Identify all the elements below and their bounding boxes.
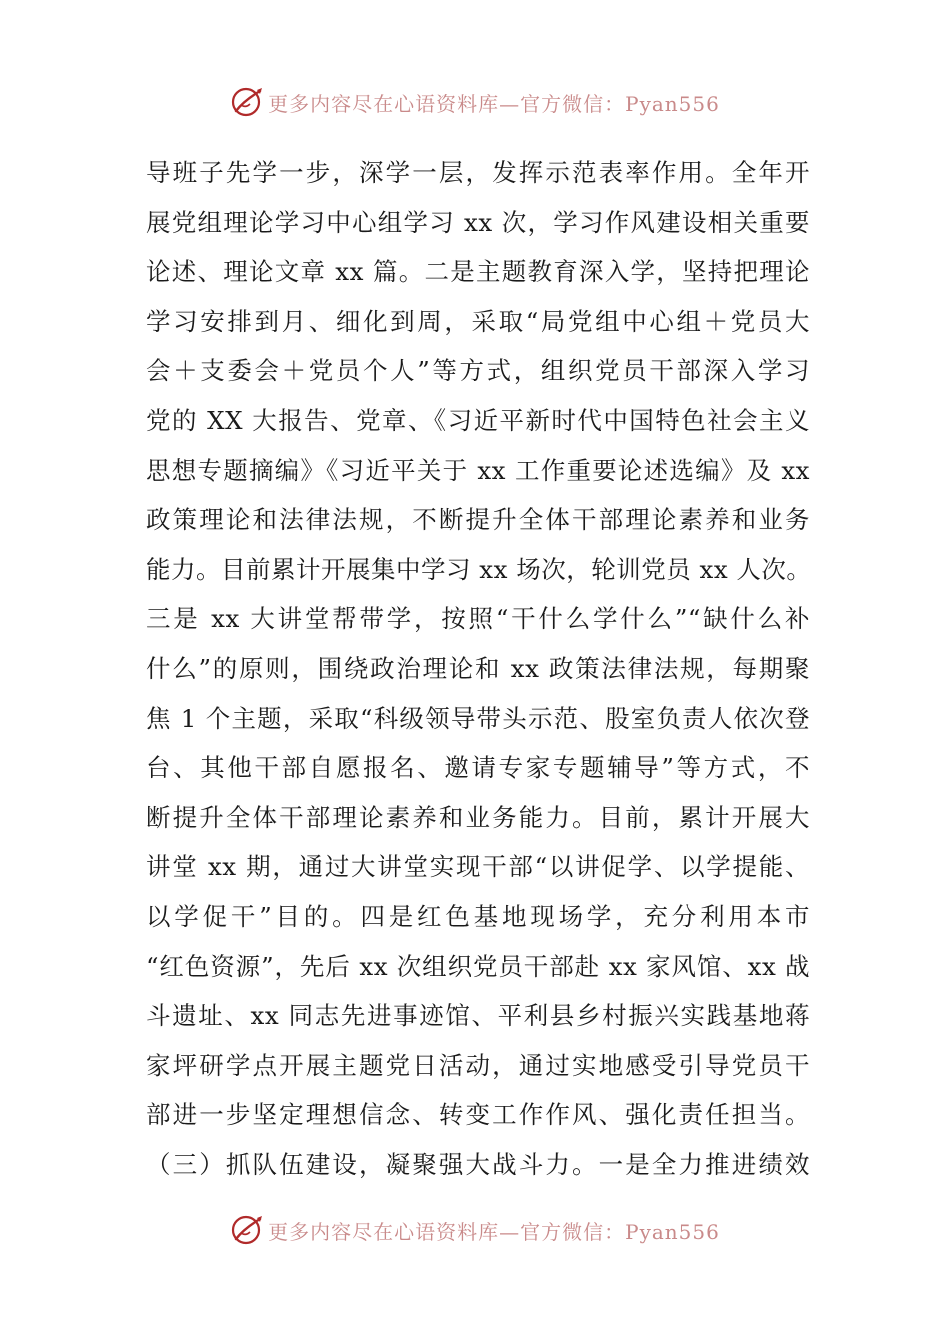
body-line: 斗遗址、xx 同志先进事迹馆、平利县乡村振兴实践基地蒋 xyxy=(146,1001,810,1031)
body-line: 会＋支委会＋党员个人”等方式，组织党员干部深入学习 xyxy=(146,356,810,386)
header-banner xyxy=(0,82,950,122)
body-line: 能力。目前累计开展集中学习 xx 场次，轮训党员 xx 人次。 xyxy=(146,554,812,584)
body-line: 导班子先学一步，深学一层，发挥示范表率作用。全年开 xyxy=(146,158,810,187)
footer-banner-text: 更多内容尽在心语资料库—官方微信：Pyan556 xyxy=(268,1219,720,1244)
header-banner-text: 更多内容尽在心语资料库—官方微信：Pyan556 xyxy=(268,91,720,116)
footer-banner xyxy=(0,1210,950,1250)
document-body xyxy=(146,148,810,1189)
body-line: 三是 xx 大讲堂帮带学，按照“干什么学什么”“缺什么补 xyxy=(146,604,810,634)
body-line: 焦 1 个主题，采取“科级领导带头示范、股室负责人依次登 xyxy=(146,703,810,733)
body-line: 展党组理论学习中心组学习 xx 次，学习作风建设相关重要 xyxy=(146,207,810,237)
body-line: 思想专题摘编》《习近平关于 xx 工作重要论述选编》及 xx xyxy=(146,455,810,485)
pen-logo-icon xyxy=(230,1213,264,1247)
body-line: 论述、理论文章 xx 篇。二是主题教育深入学，坚持把理论 xyxy=(146,257,810,287)
body-line: 党的 XX 大报告、党章、《习近平新时代中国特色社会主义 xyxy=(146,405,810,435)
body-line: 断提升全体干部理论素养和业务能力。目前，累计开展大 xyxy=(146,802,810,832)
body-line: “红色资源”，先后 xx 次组织党员干部赴 xx 家风馆、xx 战 xyxy=(146,951,810,981)
body-line: 讲堂 xx 期，通过大讲堂实现干部“以讲促学、以学提能、 xyxy=(146,852,810,882)
body-line: 台、其他干部自愿报名、邀请专家专题辅导”等方式，不 xyxy=(146,753,810,783)
body-line: （三）抓队伍建设，凝聚强大战斗力。一是全力推进绩效 xyxy=(146,1149,810,1179)
body-line: 家坪研学点开展主题党日活动，通过实地感受引导党员干 xyxy=(146,1050,810,1080)
body-line: 什么”的原则，围绕政治理论和 xx 政策法律法规，每期聚 xyxy=(146,653,810,683)
pen-logo-icon xyxy=(230,85,264,119)
body-line: 部进一步坚定理想信念、转变工作作风、强化责任担当。 xyxy=(146,1100,810,1130)
body-line: 政策理论和法律法规，不断提升全体干部理论素养和业务 xyxy=(146,505,810,535)
body-line: 以学促干”目的。四是红色基地现场学，充分利用本市 xyxy=(146,901,810,931)
body-line: 学习安排到月、细化到周，采取“局党组中心组＋党员大 xyxy=(146,306,810,336)
